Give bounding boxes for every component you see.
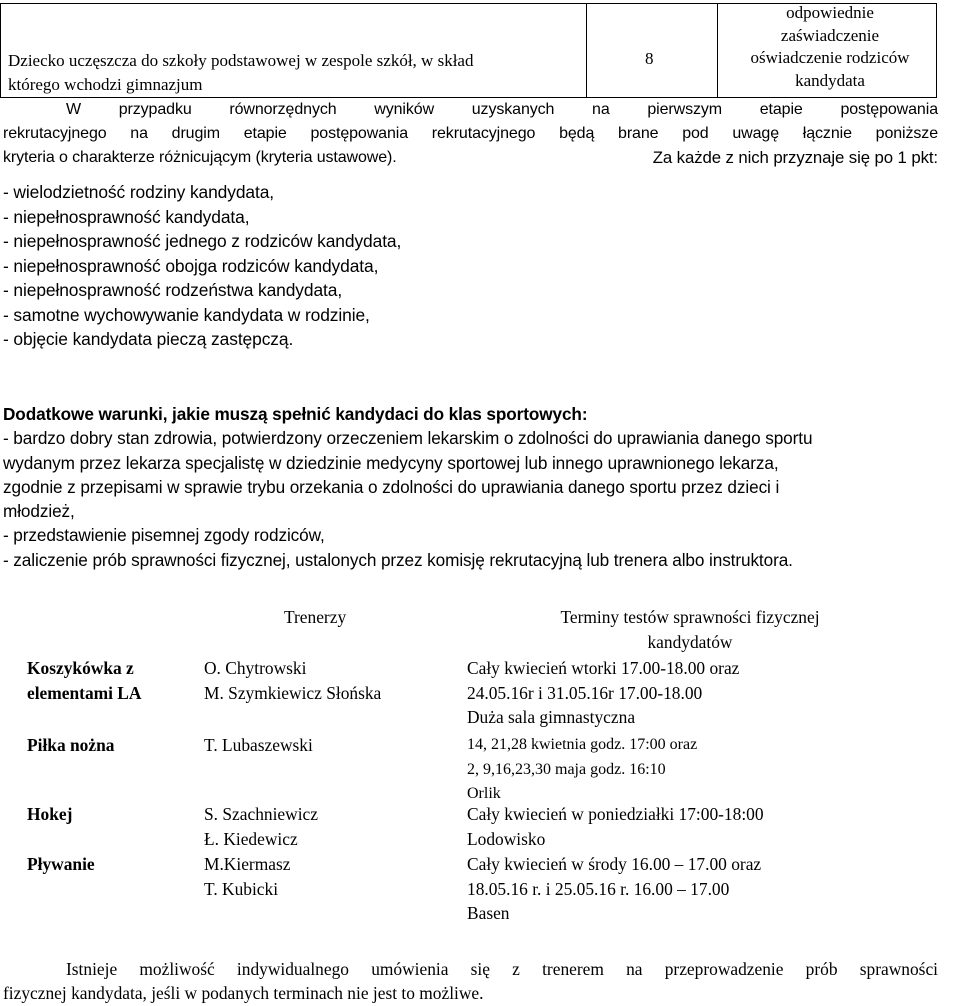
row-left-border <box>0 3 1 98</box>
requirement-line: młodzież, <box>3 501 75 522</box>
test-terms: Cały kwiecień w środy 16.00 – 17.00 oraz 18.05.16 r. i 25.05.16 r. 16.00 – 17.00 Basen <box>467 854 762 923</box>
column-divider-1 <box>586 3 587 98</box>
sports-heading: Dodatkowe warunki, jakie muszą spełnić kandydaci do klas sportowych: <box>3 404 588 424</box>
sports-requirements <box>3 402 938 572</box>
paragraph-line-start: kryteria o charakterze różnicującym (kryteria ustawowe). <box>3 149 397 166</box>
requirement-line: - zaliczenie prób sprawności fizycznej, ustalonych przez komisję rekrutacyjną lub trenera albo instruktora. <box>3 549 793 570</box>
sport-name: Pływanie <box>27 854 95 874</box>
requirement-line: wydanym przez lekarza specjalistę w dziedzinie medycyny sportowej lub innego uprawnionego lekarza, <box>3 452 779 473</box>
trainer-names: M.Kiermasz T. Kubicki <box>204 854 291 899</box>
header-trainers: Trenerzy <box>284 607 347 627</box>
paragraph-line: W przypadku równorzędnych wyników uzyskanych na pierwszym etapie postępowania <box>66 101 938 118</box>
sport-name: Hokej <box>27 804 73 824</box>
test-terms: 14, 21,28 kwietnia godz. 17:00 oraz 2, 9,16,23,30 maja godz. 16:10 Orlik <box>467 736 698 802</box>
header-terms: Terminy testów sprawności fizycznej kandydatów <box>560 607 820 652</box>
trainer-names: S. Szachniewicz Ł. Kiedewicz <box>204 804 318 849</box>
paragraph-line: rekrutacyjnego na drugim etapie postępowania rekrutacyjnego będą brane pod uwagę łącznie poniższe <box>3 125 938 142</box>
list-item: - niepełnosprawność kandydata, <box>3 206 250 227</box>
row-right-border <box>936 3 937 98</box>
footer-line: fizycznej kandydata, jeśli w podanych terminach nie jest to możliwe. <box>3 983 484 1003</box>
trainer-names: O. Chytrowski M. Szymkiewicz Słońska <box>204 658 382 703</box>
criterion-points: 8 <box>645 49 654 68</box>
test-terms: Cały kwiecień w poniedziałki 17:00-18:00 Lodowisko <box>467 804 764 849</box>
sport-name: Piłka nożna <box>27 735 115 755</box>
sport-name: Koszykówka z elementami LA <box>27 658 142 703</box>
paragraph-line <box>3 146 938 170</box>
column-divider-2 <box>717 3 718 98</box>
list-item: - wielodzietność rodziny kandydata, <box>3 182 275 202</box>
requirement-line: - bardzo dobry stan zdrowia, potwierdzony orzeczeniem lekarskim o zdolności do uprawiania danego sportu <box>3 428 813 449</box>
criterion-documents: odpowiednie zaświadczenie oświadczenie rodziców kandydata <box>750 3 910 90</box>
list-item: - niepełnosprawność jednego z rodziców kandydata, <box>3 231 402 251</box>
test-terms: Cały kwiecień wtorki 17.00-18.00 oraz 24.05.16r i 31.05.16r 17.00-18.00 Duża sala gimnastyczna <box>467 658 740 727</box>
footer-line: Istnieje możliwość indywidualnego umówienia się z trenerem na przeprowadzenie prób sprawności <box>66 959 938 979</box>
requirement-line: - przedstawienie pisemnej zgody rodziców, <box>3 525 325 546</box>
list-item: - objęcie kandydata pieczą zastępczą. <box>3 329 294 349</box>
list-item: - niepełnosprawność obojga rodziców kandydata, <box>3 255 379 276</box>
requirement-line: zgodnie z przepisami w sprawie trybu orzekania o zdolności do uprawiania danego sportu przez dzieci i <box>3 476 780 497</box>
list-item: - samotne wychowywanie kandydata w rodzinie, <box>3 304 370 325</box>
trainer-names: T. Lubaszewski <box>204 735 313 755</box>
criteria-list <box>3 180 938 352</box>
paragraph-line-end: Za każde z nich przyznaje się po 1 pkt: <box>652 148 938 167</box>
top-criteria-row <box>0 0 938 100</box>
list-item: - niepełnosprawność rodzeństwa kandydata, <box>3 280 343 300</box>
criterion-description: Dziecko uczęszcza do szkoły podstawowej w zespole szkół, w skład którego wchodzi gimnazjum <box>8 51 474 94</box>
